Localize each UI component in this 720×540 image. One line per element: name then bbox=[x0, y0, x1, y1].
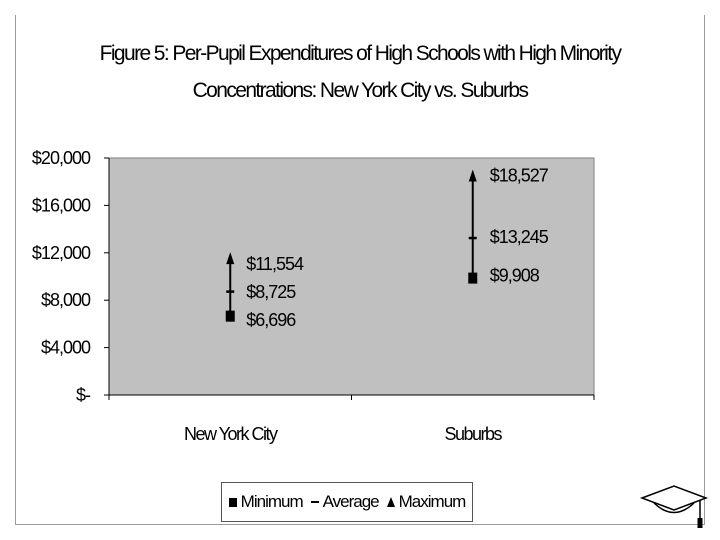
y-tick-label: $8,000 bbox=[40, 290, 90, 311]
legend-item-average bbox=[311, 492, 379, 512]
y-tick-label: $20,000 bbox=[31, 148, 90, 168]
min-marker bbox=[468, 273, 477, 284]
y-tick-label: $- bbox=[75, 385, 90, 405]
y-tick-label: $12,000 bbox=[31, 242, 90, 263]
data-label-avg: $8,725 bbox=[246, 282, 296, 302]
legend-label-average: Average bbox=[322, 492, 379, 511]
chart-title-line-2: Concentrations: New York City vs. Suburbs bbox=[192, 79, 528, 102]
min-marker bbox=[226, 311, 235, 322]
x-category-label: Suburbs bbox=[444, 424, 502, 444]
data-label-min: $9,908 bbox=[489, 265, 539, 286]
graduation-cap-icon bbox=[634, 478, 714, 533]
x-category-label: New York City bbox=[183, 424, 277, 444]
data-label-max: $11,554 bbox=[246, 254, 303, 274]
data-label-min: $6,696 bbox=[246, 310, 296, 330]
data-label-max: $18,527 bbox=[489, 165, 548, 186]
chart-title-line-1: Figure 5: Per-Pupil Expenditures of High Schools with High Minority bbox=[99, 42, 621, 65]
legend-label-minimum: Minimum bbox=[240, 492, 303, 511]
legend-item-maximum bbox=[387, 492, 466, 512]
data-label-avg: $13,245 bbox=[489, 227, 548, 248]
dash-marker-icon bbox=[311, 501, 319, 503]
chart-legend bbox=[221, 482, 473, 522]
y-tick-label: $4,000 bbox=[40, 337, 90, 358]
triangle-marker-icon bbox=[387, 497, 395, 507]
y-tick-label: $16,000 bbox=[31, 195, 90, 216]
square-marker-icon bbox=[229, 498, 237, 507]
legend-item-minimum bbox=[229, 492, 303, 512]
legend-label-maximum: Maximum bbox=[398, 492, 466, 511]
